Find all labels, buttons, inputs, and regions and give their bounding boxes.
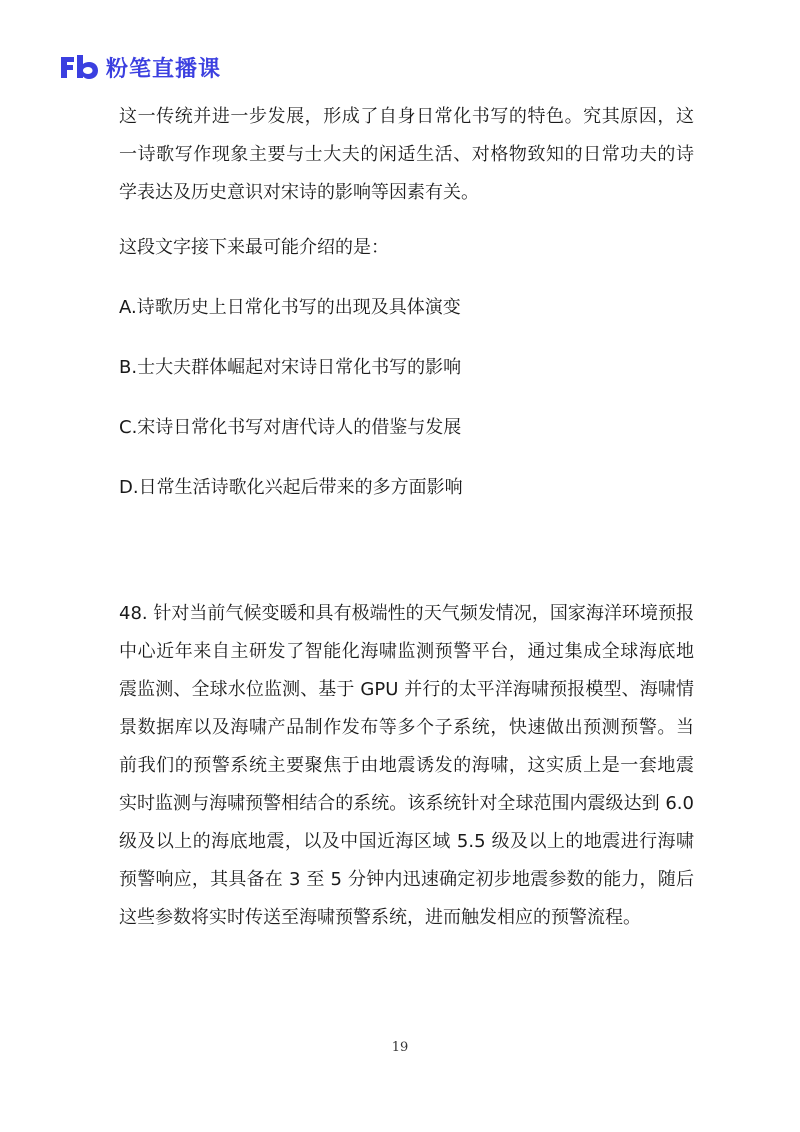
- question-48: 48. 针对当前气候变暖和具有极端性的天气频发情况，国家海洋环境预报中心近年来自主研发了智能化海啸监测预警平台，通过集成全球海底地震监测、全球水位监测、基于 GPU 并行的太平洋海啸预报模型、海啸情景数据库以及海啸产品制作发布等多个子系统，快速做出预测预警。当前我们的预警系统主要聚焦于由地震诱发的海啸，这实质上是一套地震实时监测与海啸预警相结合的系统。该系统针对全球范围内震级达到 6.0 级及以上的海底地震，以及中国近海区域 5.5 级及以上的地震进行海啸预警响应，其具备在 3 至 5 分钟内迅速确定初步地震参数的能力，随后这些参数将实时传送至海啸预警系统，进而触发相应的预警流程。: [119, 603, 694, 928]
- page-number: 19: [391, 1040, 409, 1055]
- question-prompt: 这段文字接下来最可能介绍的是：: [119, 237, 389, 258]
- option-a: A.诗歌历史上日常化书写的出现及具体演变: [119, 297, 461, 318]
- passage-continued: 这一传统并进一步发展，形成了自身日常化书写的特色。究其原因，这一诗歌写作现象主要与士大夫的闲适生活、对格物致知的日常功夫的诗学表达及历史意识对宋诗的影响等因素有关。: [119, 106, 694, 203]
- header: [58, 50, 221, 84]
- option-d: D.日常生活诗歌化兴起后带来的多方面影响: [119, 477, 463, 498]
- logo-text: 粉笔直播课: [106, 56, 222, 82]
- document-body: [119, 98, 694, 937]
- fb-logo-icon: [58, 53, 102, 81]
- option-b: B.士大夫群体崛起对宋诗日常化书写的影响: [119, 357, 462, 378]
- option-c: C.宋诗日常化书写对唐代诗人的借鉴与发展: [119, 417, 462, 438]
